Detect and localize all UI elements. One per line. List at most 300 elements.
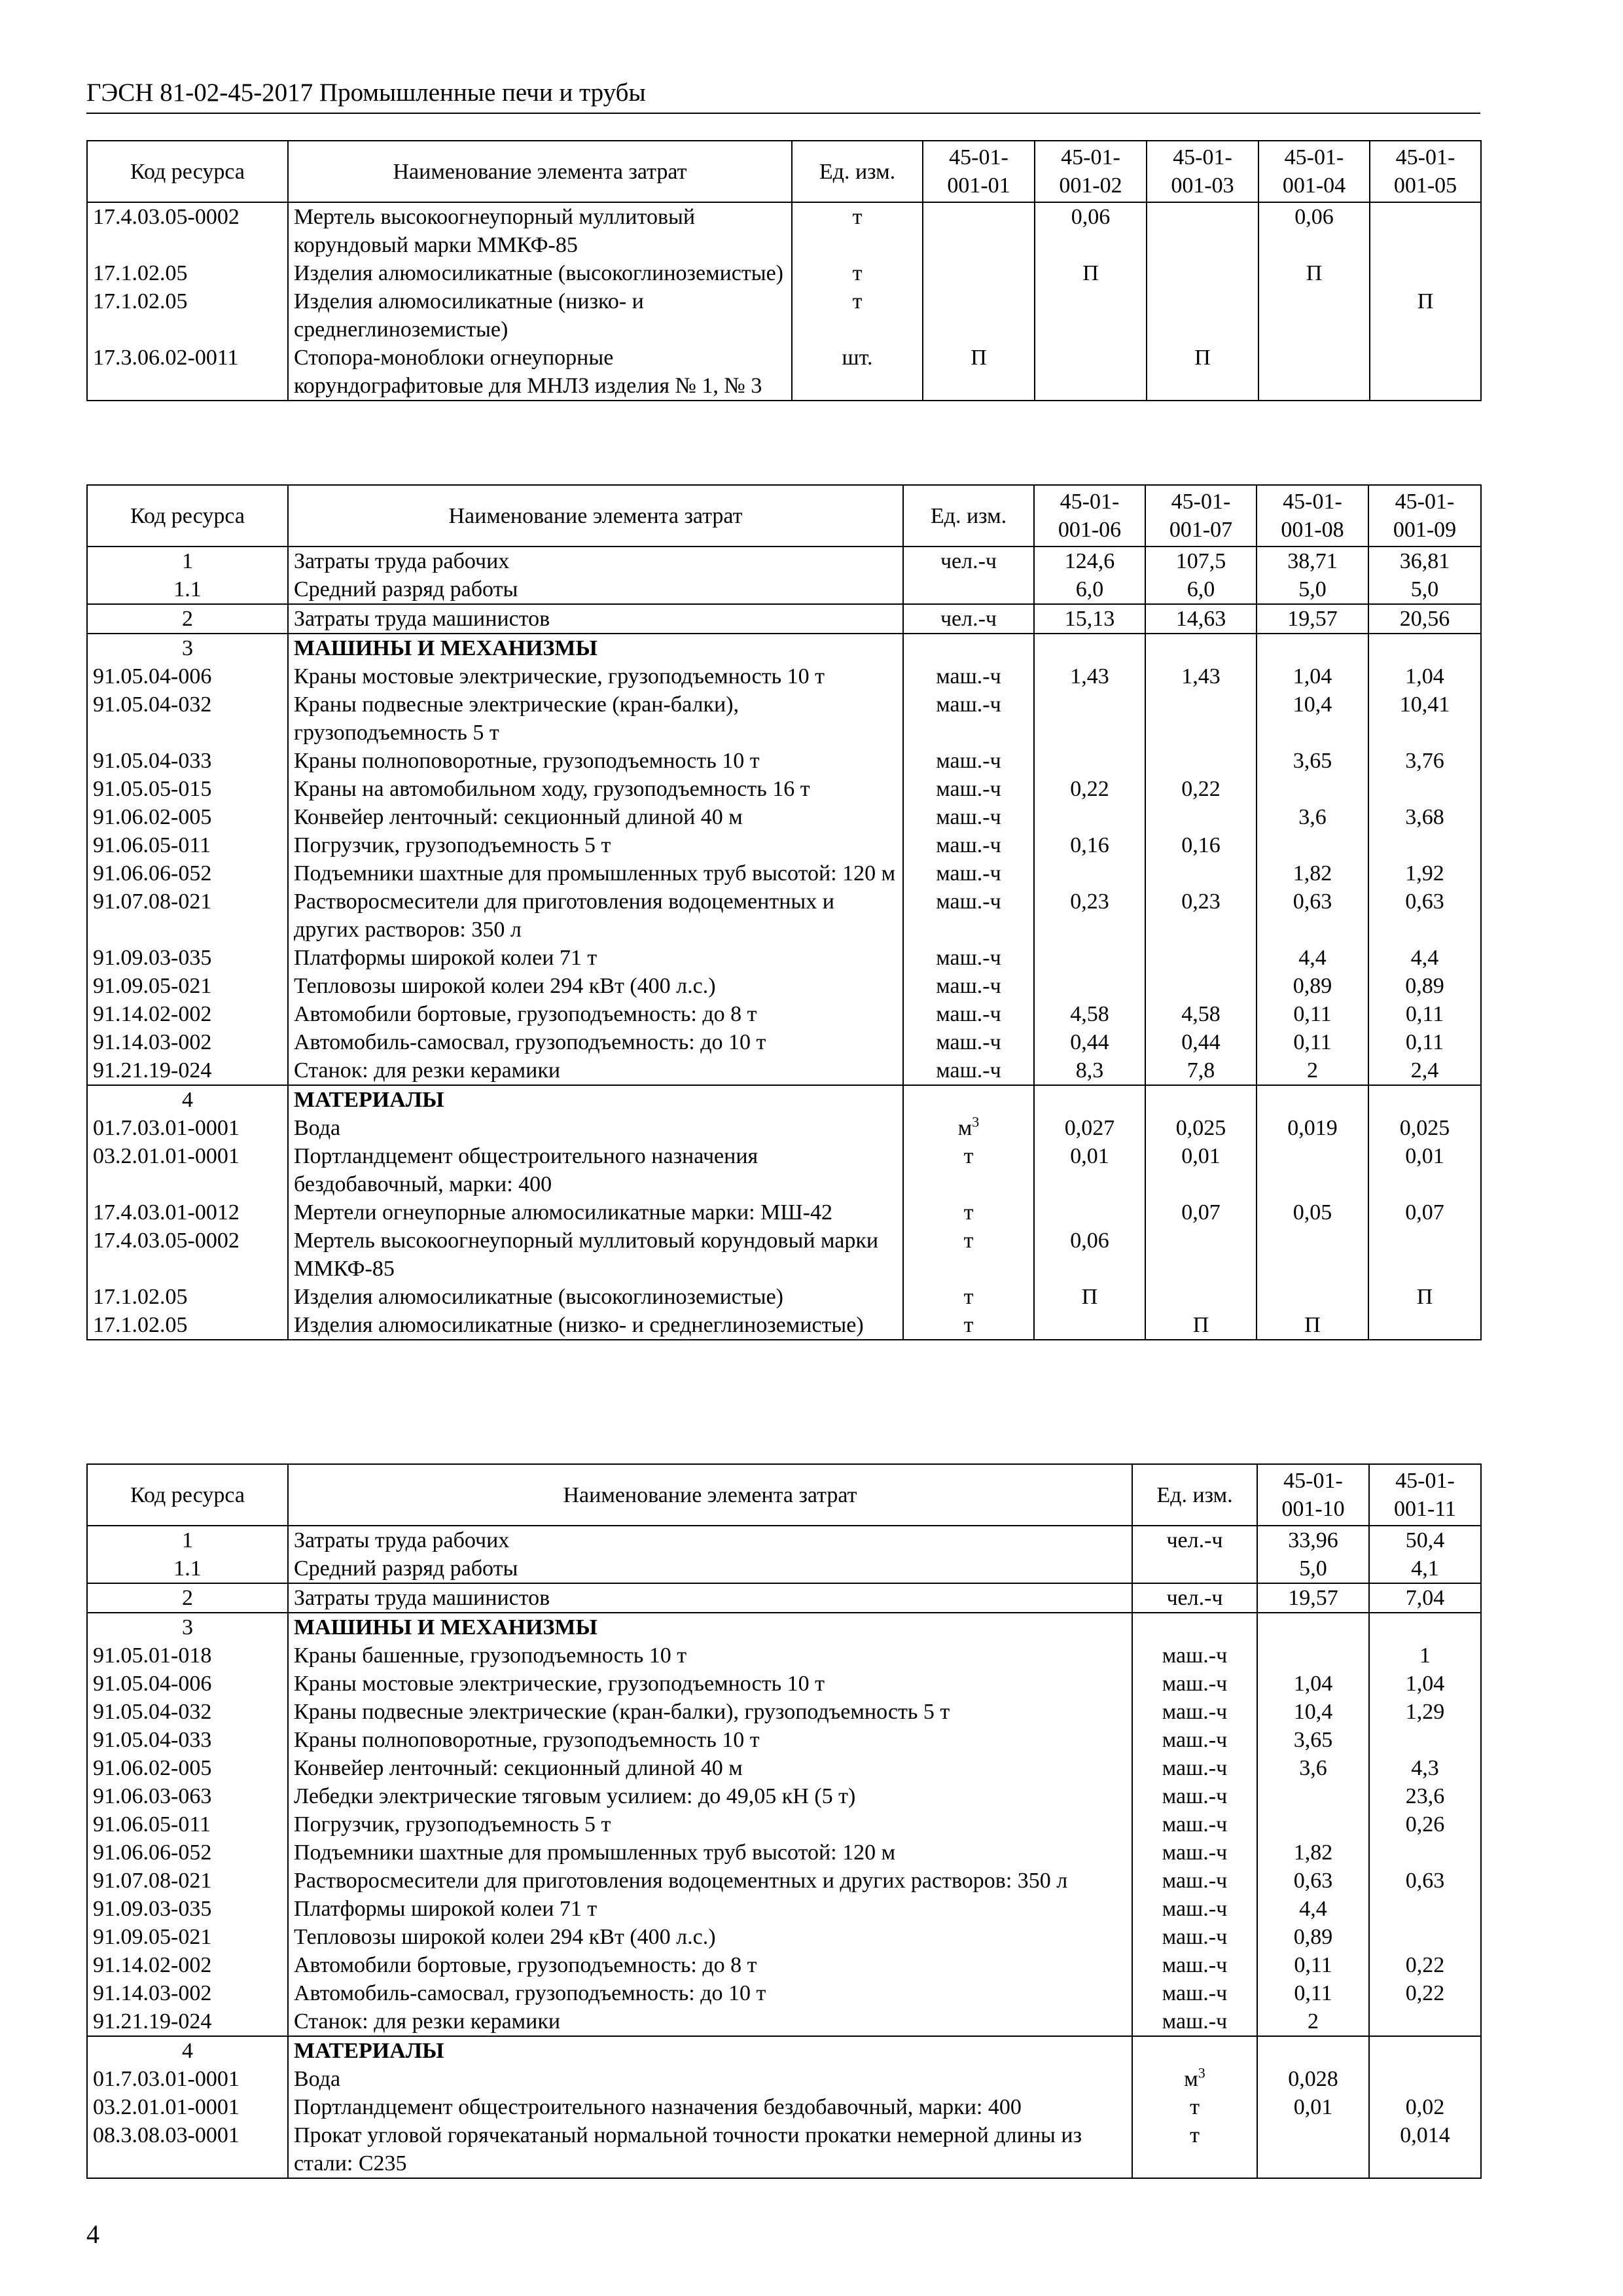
estimate-value: 3,65 (1257, 1726, 1369, 1754)
estimate-value (1368, 1311, 1481, 1340)
estimate-value: 0,11 (1368, 1000, 1481, 1028)
unit-of-measure: маш.-ч (903, 1028, 1034, 1056)
estimate-value (1369, 2065, 1481, 2093)
unit-of-measure: маш.-ч (903, 831, 1034, 859)
unit-of-measure: маш.-ч (903, 1056, 1034, 1085)
estimate-value: 10,4 (1257, 1698, 1369, 1726)
estimate-value: П (1147, 344, 1258, 401)
estimate-value: П (1034, 1283, 1145, 1311)
unit-of-measure: маш.-ч (1132, 1923, 1257, 1951)
estimate-value: 50,4 (1369, 1526, 1481, 1554)
estimate-value: П (1145, 1311, 1257, 1340)
estimate-value: 1,04 (1257, 1670, 1369, 1698)
resource-code: 91.07.08-021 (87, 888, 288, 944)
estimate-value (1145, 944, 1257, 972)
estimate-value (1369, 1923, 1481, 1951)
resource-code: 91.06.06-052 (87, 859, 288, 888)
table-row (87, 747, 1481, 775)
estimate-value: 0,01 (1034, 1142, 1145, 1198)
table-row (87, 1056, 1481, 1085)
resource-code: 91.06.02-005 (87, 1754, 288, 1782)
estimate-value (1034, 859, 1145, 888)
estimate-value (1257, 2121, 1369, 2178)
estimate-value: 19,57 (1257, 604, 1368, 634)
page-header: ГЭСН 81-02-45-2017 Промышленные печи и трубы (86, 77, 1480, 114)
resource-code: 91.05.04-033 (87, 1726, 288, 1754)
resource-code: 17.4.03.05-0002 (87, 202, 288, 259)
resource-code: 91.09.05-021 (87, 1923, 288, 1951)
estimate-value: 4,4 (1257, 1895, 1369, 1923)
estimate-value: 0,025 (1145, 1114, 1257, 1142)
unit-of-measure (903, 575, 1034, 604)
unit-of-measure (1132, 1613, 1257, 1641)
estimate-value (1257, 2036, 1369, 2065)
estimate-value (1370, 259, 1481, 287)
cost-element-name: Лебедки электрические тяговым усилием: до 49,05 кН (5 т) (288, 1782, 1132, 1810)
cost-element-name: Прокат угловой горячекатаный нормальной точности прокатки немерной длины из стали: С235 (288, 2121, 1132, 2178)
cost-element-name: Мертели огнеупорные алюмосиликатные марки: МШ-42 (288, 1198, 903, 1227)
unit-of-measure: маш.-ч (1132, 1895, 1257, 1923)
estimate-value: 5,0 (1257, 1554, 1369, 1583)
estimate-value: 20,56 (1368, 604, 1481, 634)
col-header-code: Код ресурса (87, 1464, 288, 1526)
col-header-estimate: 45-01- 001-02 (1035, 141, 1147, 202)
estimate-value: 0,11 (1257, 1028, 1368, 1056)
table-row (87, 2065, 1481, 2093)
estimate-value: 4,4 (1257, 944, 1368, 972)
resource-code: 91.14.02-002 (87, 1000, 288, 1028)
estimate-value: 38,71 (1257, 547, 1368, 575)
estimate-value: 0,63 (1257, 888, 1368, 944)
table-row (87, 1698, 1481, 1726)
estimate-value: 4,58 (1034, 1000, 1145, 1028)
resource-code: 3 (87, 1613, 288, 1641)
cost-element-name: Краны башенные, грузоподъемность 10 т (288, 1641, 1132, 1670)
resource-code: 91.06.06-052 (87, 1839, 288, 1867)
estimate-value: 33,96 (1257, 1526, 1369, 1554)
estimate-value: 0,11 (1368, 1028, 1481, 1056)
col-header-name: Наименование элемента затрат (288, 485, 903, 547)
estimate-value (1257, 775, 1368, 803)
estimate-value: 10,41 (1368, 691, 1481, 747)
cost-element-name: Подъемники шахтные для промышленных труб высотой: 120 м (288, 1839, 1132, 1867)
col-header-code: Код ресурса (87, 485, 288, 547)
unit-of-measure: т (903, 1283, 1034, 1311)
unit-of-measure: маш.-ч (903, 859, 1034, 888)
resource-code: 91.21.19-024 (87, 2007, 288, 2036)
cost-element-name: Автомобиль-самосвал, грузоподъемность: до 10 т (288, 1028, 903, 1056)
table-row (87, 2036, 1481, 2065)
estimate-value: 10,4 (1257, 691, 1368, 747)
resource-code: 91.09.03-035 (87, 1895, 288, 1923)
cost-element-name: Конвейер ленточный: секционный длиной 40 м (288, 1754, 1132, 1782)
table-row (87, 972, 1481, 1000)
table-row (87, 691, 1481, 747)
estimate-value: 0,23 (1034, 888, 1145, 944)
cost-element-name: Затраты труда рабочих (288, 1526, 1132, 1554)
estimate-value: 1,82 (1257, 859, 1368, 888)
resource-code: 17.1.02.05 (87, 1311, 288, 1340)
table-row (87, 1670, 1481, 1698)
table-row (87, 1782, 1481, 1810)
cost-element-name: Краны полноповоротные, грузоподъемность 10 т (288, 747, 903, 775)
unit-of-measure: маш.-ч (1132, 1839, 1257, 1867)
estimate-value: 1,29 (1369, 1698, 1481, 1726)
estimate-value (1145, 747, 1257, 775)
table-row (87, 604, 1481, 634)
resource-code: 1 (87, 547, 288, 575)
cost-element-name: Мертель высокоогнеупорный муллитовый корундовый марки ММКФ-85 (288, 1227, 903, 1283)
table-row (87, 859, 1481, 888)
col-header-code: Код ресурса (87, 141, 288, 202)
unit-of-measure: маш.-ч (1132, 1726, 1257, 1754)
resource-code: 91.06.05-011 (87, 831, 288, 859)
table-row (87, 662, 1481, 691)
unit-of-measure: т (903, 1311, 1034, 1340)
estimate-value: 23,6 (1369, 1782, 1481, 1810)
unit-of-measure: маш.-ч (1132, 1951, 1257, 1979)
estimate-value: 3,65 (1257, 747, 1368, 775)
estimate-value: 5,0 (1368, 575, 1481, 604)
table-row (87, 1839, 1481, 1867)
estimate-value: 6,0 (1034, 575, 1145, 604)
estimate-value: 0,16 (1034, 831, 1145, 859)
estimate-value (1257, 1283, 1368, 1311)
unit-of-measure: маш.-ч (1132, 1754, 1257, 1782)
unit-of-measure: шт. (792, 344, 923, 401)
estimate-value: 0,63 (1257, 1867, 1369, 1895)
estimate-value (1370, 202, 1481, 259)
cost-element-name: Затраты труда рабочих (288, 547, 903, 575)
estimate-value (1145, 1085, 1257, 1114)
estimate-value: 19,57 (1257, 1583, 1369, 1613)
cost-element-name: Конвейер ленточный: секционный длиной 40 м (288, 803, 903, 831)
estimate-value (1370, 344, 1481, 401)
cost-element-name: Автомобили бортовые, грузоподъемность: до 8 т (288, 1000, 903, 1028)
unit-of-measure: маш.-ч (903, 972, 1034, 1000)
cost-element-name: Станок: для резки керамики (288, 2007, 1132, 2036)
estimate-value (1145, 691, 1257, 747)
estimate-value (1035, 287, 1147, 344)
cost-element-name: Вода (288, 1114, 903, 1142)
unit-of-measure: маш.-ч (1132, 1810, 1257, 1839)
estimate-value: 8,3 (1034, 1056, 1145, 1085)
unit-of-measure (1132, 2036, 1257, 2065)
estimate-value: 4,3 (1369, 1754, 1481, 1782)
table-row (87, 287, 1481, 344)
estimate-value: 0,89 (1257, 1923, 1369, 1951)
estimate-value: 0,11 (1257, 1979, 1369, 2007)
table-row (87, 1613, 1481, 1641)
col-header-name: Наименование элемента затрат (288, 1464, 1132, 1526)
table-row (87, 831, 1481, 859)
estimate-value (1145, 1283, 1257, 1311)
estimate-value (1034, 1198, 1145, 1227)
resource-code: 1.1 (87, 575, 288, 604)
col-header-estimate: 45-01- 001-04 (1258, 141, 1370, 202)
cost-element-name: Платформы широкой колеи 71 т (288, 944, 903, 972)
estimate-value: П (923, 344, 1035, 401)
estimate-value: 4,4 (1368, 944, 1481, 972)
estimate-value: 1,04 (1368, 662, 1481, 691)
estimate-value: 1,82 (1257, 1839, 1369, 1867)
resource-code: 17.1.02.05 (87, 287, 288, 344)
table-row (87, 1951, 1481, 1979)
resource-code: 17.4.03.05-0002 (87, 1227, 288, 1283)
col-header-estimate: 45-01- 001-01 (923, 141, 1035, 202)
unit-of-measure: т (903, 1198, 1034, 1227)
resource-code: 01.7.03.01-0001 (87, 1114, 288, 1142)
table-row (87, 634, 1481, 662)
cost-element-name: Погрузчик, грузоподъемность 5 т (288, 831, 903, 859)
cost-element-name: Изделия алюмосиликатные (высокоглиноземистые) (288, 1283, 903, 1311)
cost-element-name: Тепловозы широкой колеи 294 кВт (400 л.с.) (288, 1923, 1132, 1951)
estimate-value (1145, 972, 1257, 1000)
unit-of-measure: чел.-ч (1132, 1583, 1257, 1613)
estimate-value (1257, 1613, 1369, 1641)
page-number: 4 (86, 2219, 99, 2249)
unit-of-measure: маш.-ч (1132, 2007, 1257, 2036)
unit-of-measure: маш.-ч (903, 775, 1034, 803)
estimate-value: 0,019 (1257, 1114, 1368, 1142)
estimate-value (1369, 1895, 1481, 1923)
resource-code: 91.05.04-032 (87, 691, 288, 747)
cost-element-name: Мертель высокоогнеупорный муллитовый корундовый марки ММКФ-85 (288, 202, 792, 259)
estimate-value: 2 (1257, 2007, 1369, 2036)
estimate-value: 0,11 (1257, 1000, 1368, 1028)
estimate-value (923, 259, 1035, 287)
estimate-value: 0,014 (1369, 2121, 1481, 2178)
cost-element-name: Тепловозы широкой колеи 294 кВт (400 л.с.) (288, 972, 903, 1000)
unit-of-measure: чел.-ч (903, 547, 1034, 575)
resource-code: 3 (87, 634, 288, 662)
estimate-value (1145, 1227, 1257, 1283)
unit-of-measure (903, 634, 1034, 662)
estimate-value: 0,22 (1145, 775, 1257, 803)
estimate-value (1368, 831, 1481, 859)
estimate-value: 14,63 (1145, 604, 1257, 634)
estimate-value (1034, 944, 1145, 972)
estimate-value: 36,81 (1368, 547, 1481, 575)
resource-code: 4 (87, 1085, 288, 1114)
unit-of-measure: маш.-ч (1132, 1641, 1257, 1670)
cost-element-name: Погрузчик, грузоподъемность 5 т (288, 1810, 1132, 1839)
estimate-value: 4,58 (1145, 1000, 1257, 1028)
estimate-value: 0,07 (1368, 1198, 1481, 1227)
estimate-value (1147, 287, 1258, 344)
estimate-value (1257, 1227, 1368, 1283)
table-row (87, 1227, 1481, 1283)
table-row (87, 259, 1481, 287)
cost-element-name: Изделия алюмосиликатные (низко- и среднеглиноземистые) (288, 287, 792, 344)
estimate-value: 3,6 (1257, 803, 1368, 831)
estimate-value: 0,63 (1369, 1867, 1481, 1895)
resource-table-3 (86, 1463, 1482, 2179)
estimate-value: 0,11 (1257, 1951, 1369, 1979)
estimate-value: 1,04 (1257, 662, 1368, 691)
table-row (87, 1311, 1481, 1340)
resource-code: 01.7.03.01-0001 (87, 2065, 288, 2093)
unit-of-measure: маш.-ч (903, 747, 1034, 775)
estimate-value (1368, 1085, 1481, 1114)
table-row (87, 1810, 1481, 1839)
resource-code: 91.05.04-006 (87, 1670, 288, 1698)
estimate-value (1035, 344, 1147, 401)
cost-element-name: Станок: для резки керамики (288, 1056, 903, 1085)
estimate-value: 0,05 (1257, 1198, 1368, 1227)
estimate-value: 0,025 (1368, 1114, 1481, 1142)
table-row (87, 1979, 1481, 2007)
estimate-value: 4,1 (1369, 1554, 1481, 1583)
table-row (87, 1198, 1481, 1227)
estimate-value: 6,0 (1145, 575, 1257, 604)
estimate-value: 1,92 (1368, 859, 1481, 888)
estimate-value: 2 (1257, 1056, 1368, 1085)
estimate-value (1034, 1311, 1145, 1340)
resource-code: 4 (87, 2036, 288, 2065)
estimate-value: 0,01 (1257, 2093, 1369, 2121)
resource-code: 91.14.03-002 (87, 1979, 288, 2007)
estimate-value: 0,06 (1258, 202, 1370, 259)
unit-of-measure: маш.-ч (903, 691, 1034, 747)
estimate-value (923, 287, 1035, 344)
unit-of-measure: маш.-ч (1132, 1698, 1257, 1726)
cost-element-name: Портландцемент общестроительного назначения бездобавочный, марки: 400 (288, 1142, 903, 1198)
table-row (87, 1142, 1481, 1198)
estimate-value (923, 202, 1035, 259)
unit-of-measure: маш.-ч (903, 888, 1034, 944)
resource-code: 1 (87, 1526, 288, 1554)
cost-element-name: Затраты труда машинистов (288, 604, 903, 634)
table-row (87, 2093, 1481, 2121)
estimate-value: 0,02 (1369, 2093, 1481, 2121)
estimate-value: П (1370, 287, 1481, 344)
resource-code: 1.1 (87, 1554, 288, 1583)
resource-code: 91.06.05-011 (87, 1810, 288, 1839)
cost-element-name: Автомобили бортовые, грузоподъемность: до 8 т (288, 1951, 1132, 1979)
estimate-value: 0,89 (1368, 972, 1481, 1000)
estimate-value: 107,5 (1145, 547, 1257, 575)
resource-code: 17.1.02.05 (87, 1283, 288, 1311)
estimate-value (1034, 691, 1145, 747)
table-row (87, 1283, 1481, 1311)
unit-of-measure: т (1132, 2093, 1257, 2121)
table-row (87, 1867, 1481, 1895)
table-row (87, 1526, 1481, 1554)
estimate-value (1034, 803, 1145, 831)
resource-code: 91.14.03-002 (87, 1028, 288, 1056)
unit-of-measure: чел.-ч (903, 604, 1034, 634)
col-header-estimate: 45-01- 001-10 (1257, 1464, 1369, 1526)
estimate-value: П (1035, 259, 1147, 287)
table-header-row (87, 1464, 1481, 1526)
resource-code: 91.09.05-021 (87, 972, 288, 1000)
resource-code: 2 (87, 1583, 288, 1613)
col-header-unit: Ед. изм. (1132, 1464, 1257, 1526)
resource-code: 91.05.01-018 (87, 1641, 288, 1670)
estimate-value (1258, 344, 1370, 401)
estimate-value (1368, 634, 1481, 662)
estimate-value (1257, 1782, 1369, 1810)
resource-code: 91.09.03-035 (87, 944, 288, 972)
unit-of-measure: чел.-ч (1132, 1526, 1257, 1554)
estimate-value (1147, 259, 1258, 287)
estimate-value: 0,16 (1145, 831, 1257, 859)
estimate-value: 0,027 (1034, 1114, 1145, 1142)
unit-of-measure: т (903, 1142, 1034, 1198)
estimate-value (1368, 775, 1481, 803)
unit-of-measure: т (903, 1227, 1034, 1283)
estimate-value (1369, 1726, 1481, 1754)
resource-code: 03.2.01.01-0001 (87, 2093, 288, 2121)
col-header-estimate: 45-01- 001-03 (1147, 141, 1258, 202)
table-row (87, 202, 1481, 259)
resource-code: 17.3.06.02-0011 (87, 344, 288, 401)
cost-element-name: Портландцемент общестроительного назначения бездобавочный, марки: 400 (288, 2093, 1132, 2121)
estimate-value: 3,6 (1257, 1754, 1369, 1782)
table-row (87, 344, 1481, 401)
cost-element-name: Краны мостовые электрические, грузоподъемность 10 т (288, 1670, 1132, 1698)
unit-of-measure: т (792, 287, 923, 344)
estimate-value: 1,43 (1034, 662, 1145, 691)
cost-element-name: Вода (288, 2065, 1132, 2093)
estimate-value: 1 (1369, 1641, 1481, 1670)
estimate-value: П (1258, 259, 1370, 287)
cost-element-name: Краны подвесные электрические (кран-балки), грузоподъемность 5 т (288, 1698, 1132, 1726)
estimate-value: 0,01 (1368, 1142, 1481, 1198)
estimate-value: 3,68 (1368, 803, 1481, 831)
table-row (87, 775, 1481, 803)
cost-element-name: Автомобиль-самосвал, грузоподъемность: до 10 т (288, 1979, 1132, 2007)
resource-code: 91.06.03-063 (87, 1782, 288, 1810)
estimate-value: 5,0 (1257, 575, 1368, 604)
estimate-value: 0,23 (1145, 888, 1257, 944)
table-row (87, 1583, 1481, 1613)
unit-of-measure (903, 1085, 1034, 1114)
unit-of-measure: маш.-ч (1132, 1979, 1257, 2007)
cost-element-name: Растворосмесители для приготовления водоцементных и других растворов: 350 л (288, 888, 903, 944)
estimate-value: 15,13 (1034, 604, 1145, 634)
unit-of-measure: т (1132, 2121, 1257, 2178)
col-header-unit: Ед. изм. (903, 485, 1034, 547)
estimate-value (1034, 1085, 1145, 1114)
resource-code: 17.1.02.05 (87, 259, 288, 287)
unit-of-measure (1132, 1554, 1257, 1583)
cost-element-name: Подъемники шахтные для промышленных труб высотой: 120 м (288, 859, 903, 888)
col-header-name: Наименование элемента затрат (288, 141, 792, 202)
resource-code: 91.07.08-021 (87, 1867, 288, 1895)
estimate-value (1257, 1085, 1368, 1114)
resource-code: 08.3.08.03-0001 (87, 2121, 288, 2178)
table-row (87, 944, 1481, 972)
resource-code: 17.4.03.01-0012 (87, 1198, 288, 1227)
cost-element-name: Средний разряд работы (288, 1554, 1132, 1583)
unit-of-measure: т (792, 202, 923, 259)
estimate-value (1145, 859, 1257, 888)
table-row (87, 1085, 1481, 1114)
estimate-value (1257, 1810, 1369, 1839)
cost-element-name: Платформы широкой колеи 71 т (288, 1895, 1132, 1923)
estimate-value: 0,44 (1145, 1028, 1257, 1056)
unit-of-measure: маш.-ч (903, 1000, 1034, 1028)
estimate-value (1258, 287, 1370, 344)
table-row (87, 1726, 1481, 1754)
table-row (87, 888, 1481, 944)
estimate-value (1257, 1641, 1369, 1670)
resource-table-2 (86, 484, 1482, 1340)
cost-element-name: Стопора-моноблоки огнеупорные корундографитовые для МНЛЗ изделия № 1, № 3 (288, 344, 792, 401)
estimate-value (1257, 1142, 1368, 1198)
